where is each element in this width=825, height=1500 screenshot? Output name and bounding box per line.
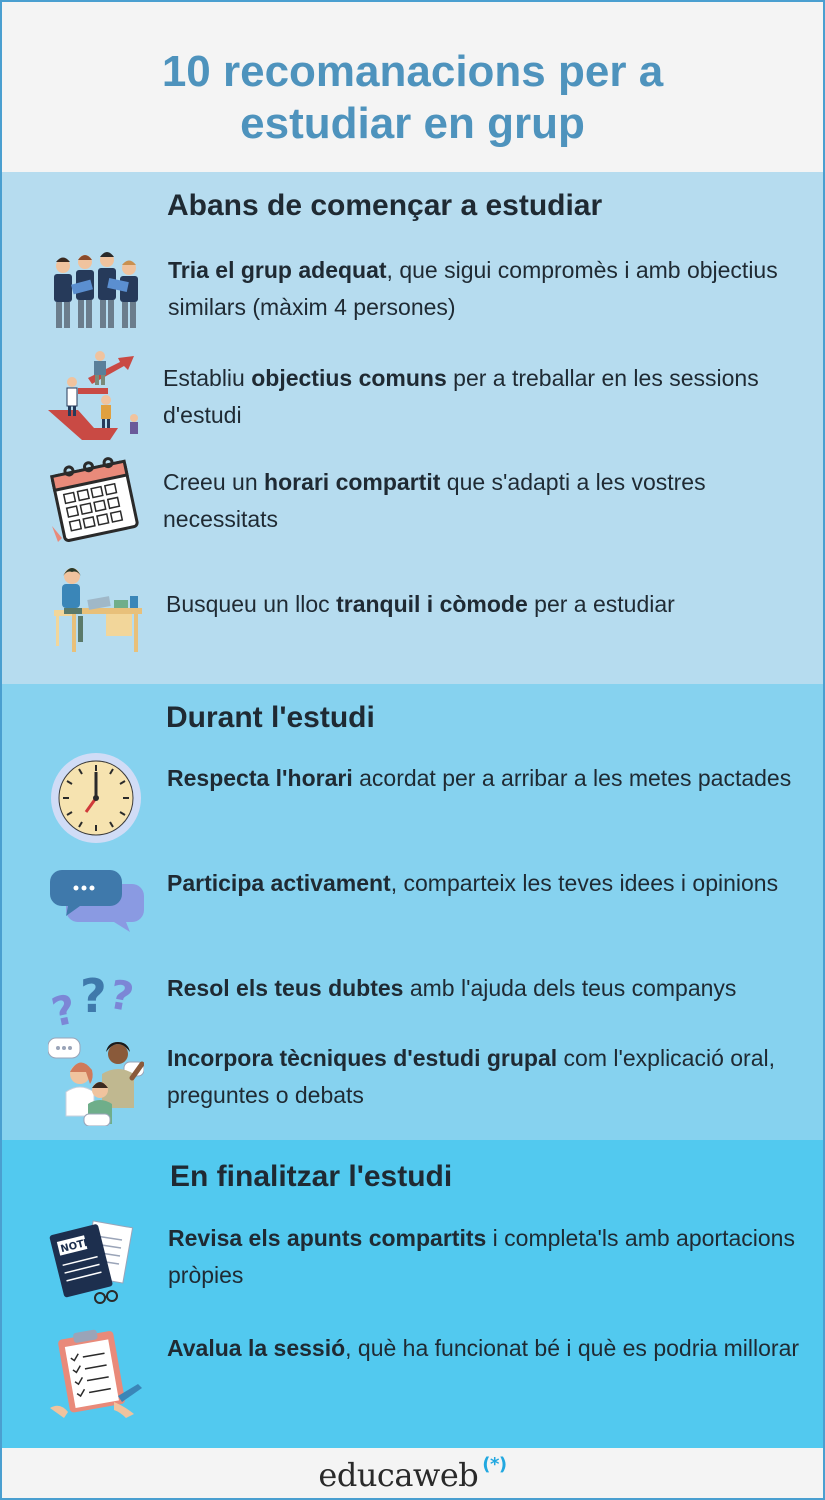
list-item [2, 956, 823, 1046]
section-after-study [2, 1140, 823, 1448]
list-item [2, 860, 823, 950]
section-heading: En finalitzar l'estudi [170, 1160, 453, 1193]
logo-text: educaweb [318, 1456, 479, 1494]
item-text: Incorpora tècniques d'estudi grupal com l'explicació oral, preguntes o debats [167, 1045, 776, 1108]
item-text: Avalua la sessió, què ha funcionat bé i què es podria millorar [167, 1335, 800, 1361]
study-desk-icon [48, 562, 144, 654]
svg-text:?: ? [80, 969, 107, 1023]
notes-icon [48, 1216, 144, 1308]
item-text: Respecta l'horari acordat per a arribar a les metes pactades [167, 765, 792, 791]
clock-icon [48, 752, 144, 844]
svg-text:?: ? [106, 971, 137, 1022]
chat-bubbles-icon [48, 860, 144, 952]
section-heading: Abans de començar a estudiar [167, 189, 603, 222]
logo-mark: (*) [482, 1454, 507, 1475]
checklist-clipboard-icon [48, 1328, 144, 1420]
page-title [2, 46, 823, 150]
list-item [2, 348, 823, 438]
list-item [2, 240, 823, 330]
list-item [2, 1328, 823, 1418]
page-title-line-1: 10 recomanacions per a [161, 47, 664, 96]
list-item [2, 1216, 823, 1306]
list-item [2, 752, 823, 842]
section-during-study [2, 684, 823, 1140]
teamwork-goals-icon [48, 348, 144, 440]
page-title-line-2: estudiar en grup [240, 99, 585, 148]
list-item [2, 562, 823, 652]
list-item [2, 454, 823, 544]
item-text: Resol els teus dubtes amb l'ajuda dels teus companys [167, 975, 737, 1001]
svg-text:?: ? [48, 986, 80, 1037]
item-text: Busqueu un lloc tranquil i còmode per a estudiar [166, 591, 675, 617]
list-item [2, 1034, 823, 1124]
educaweb-logo [318, 1454, 506, 1494]
group-people-icon [48, 240, 144, 332]
section-before-studying [2, 172, 823, 684]
item-text: Revisa els apunts compartits i completa'ls amb aportacions pròpies [168, 1225, 795, 1288]
item-text: Creeu un horari compartit que s'adapti a les vostres necessitats [163, 469, 706, 532]
section-heading: Durant l'estudi [166, 701, 375, 734]
item-text: Participa activament, comparteix les teves idees i opinions [167, 870, 779, 896]
note-label: NOTE [59, 1237, 92, 1256]
group-discussion-icon [48, 1034, 144, 1126]
calendar-icon [48, 454, 144, 546]
item-text: Establiu objectius comuns per a treballar en les sessions d'estudi [163, 365, 759, 428]
footer [2, 1448, 823, 1500]
item-text: Tria el grup adequat, que sigui compromès i amb objectius similars (màxim 4 persones) [168, 257, 778, 320]
